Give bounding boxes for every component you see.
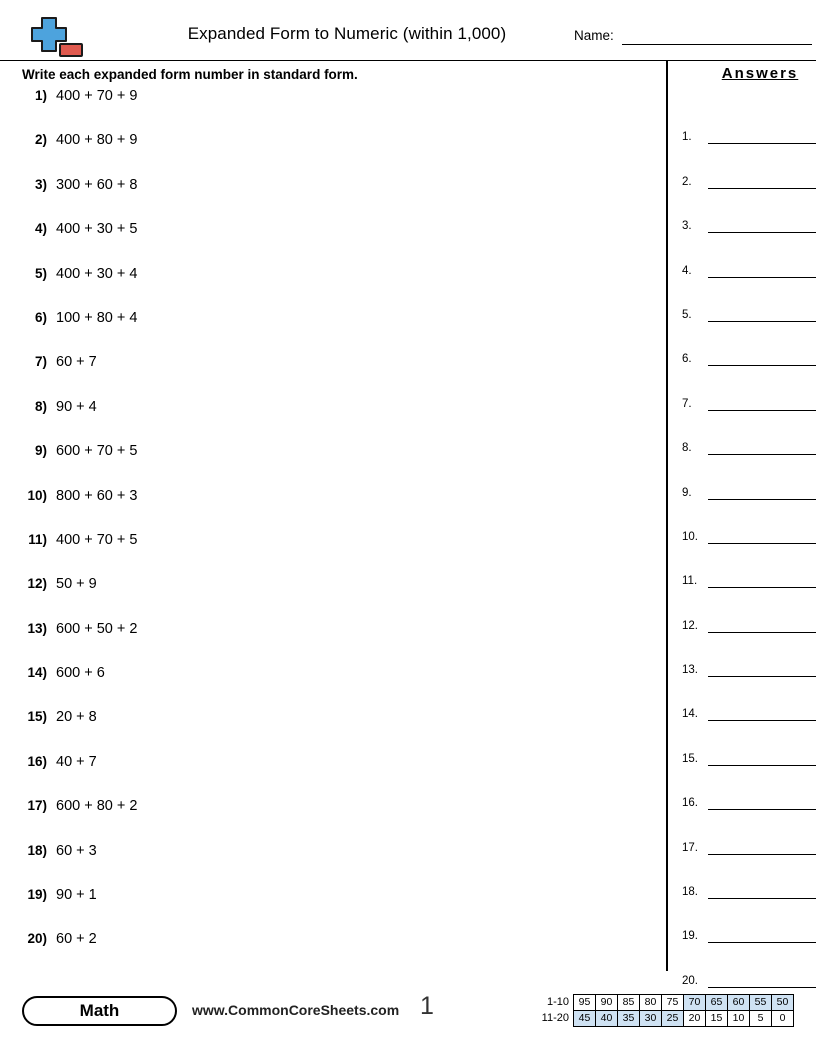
score-cell: 40 — [596, 1011, 618, 1027]
problem-item — [22, 399, 642, 443]
answer-number: 5. — [682, 308, 692, 321]
answer-number: 1. — [682, 131, 692, 144]
answer-number: 4. — [682, 264, 692, 277]
problem-text: 100 + 80 + 4 — [56, 309, 138, 326]
answer-number: 3. — [682, 220, 692, 233]
problem-number: 14) — [27, 665, 47, 681]
problem-item — [22, 354, 642, 398]
answer-number: 18. — [682, 886, 698, 899]
problem-item — [22, 488, 642, 532]
answer-number: 12. — [682, 619, 698, 632]
answer-row — [682, 500, 816, 544]
answer-input-line[interactable] — [708, 219, 816, 233]
answer-number: 20. — [682, 974, 698, 987]
answer-input-line[interactable] — [708, 885, 816, 899]
answer-row — [682, 766, 816, 810]
problem-number: 13) — [27, 620, 47, 636]
math-logo-icon — [22, 16, 86, 58]
answer-number: 6. — [682, 353, 692, 366]
problem-text: 50 + 9 — [56, 576, 97, 593]
score-cell: 45 — [574, 1011, 596, 1027]
problem-text: 20 + 8 — [56, 709, 97, 726]
score-cell: 25 — [662, 1011, 684, 1027]
answer-number: 10. — [682, 530, 698, 543]
problem-number: 18) — [27, 842, 47, 858]
score-cell: 85 — [618, 995, 640, 1011]
answer-number: 8. — [682, 442, 692, 455]
answer-input-line[interactable] — [708, 352, 816, 366]
answer-row — [682, 855, 816, 899]
answer-input-line[interactable] — [708, 308, 816, 322]
problem-list — [22, 84, 642, 976]
answer-row — [682, 810, 816, 854]
problem-item — [22, 709, 642, 753]
answer-input-line[interactable] — [708, 486, 816, 500]
answer-row — [682, 322, 816, 366]
problem-number: 2) — [34, 132, 47, 148]
problem-number: 8) — [34, 398, 47, 414]
score-row-1-label: 1-10 — [546, 996, 569, 1008]
answer-input-line[interactable] — [708, 175, 816, 189]
answer-row — [682, 544, 816, 588]
subject-label: Math — [79, 1001, 120, 1020]
score-cell: 50 — [772, 995, 794, 1011]
problem-number: 7) — [34, 354, 47, 370]
problem-text: 400 + 80 + 9 — [56, 132, 138, 149]
page-number: 1 — [420, 992, 434, 1020]
worksheet-body — [22, 61, 799, 987]
answer-row — [682, 100, 816, 144]
answer-number: 13. — [682, 664, 698, 677]
answer-number: 2. — [682, 175, 692, 188]
score-cell: 80 — [640, 995, 662, 1011]
problem-text: 800 + 60 + 3 — [56, 487, 138, 504]
problem-text: 400 + 30 + 5 — [56, 221, 138, 238]
problem-item — [22, 754, 642, 798]
score-cell: 70 — [684, 995, 706, 1011]
answer-input-line[interactable] — [708, 619, 816, 633]
problem-text: 600 + 6 — [56, 665, 105, 682]
answers-title: Answers — [721, 65, 799, 82]
problem-item — [22, 621, 642, 665]
problem-text: 60 + 3 — [56, 842, 97, 859]
score-cell: 15 — [706, 1011, 728, 1027]
problem-number: 12) — [27, 576, 47, 592]
score-cell: 90 — [596, 995, 618, 1011]
answer-row — [682, 411, 816, 455]
answer-number: 19. — [682, 930, 698, 943]
problem-item — [22, 132, 642, 176]
answer-number: 9. — [682, 486, 692, 499]
worksheet-header — [22, 14, 794, 60]
problem-item — [22, 443, 642, 487]
answer-number: 15. — [682, 752, 698, 765]
answer-row — [682, 677, 816, 721]
page-title: Expanded Form to Numeric (within 1,000) — [187, 24, 507, 43]
subject-badge — [22, 996, 177, 1026]
answer-input-line[interactable] — [708, 663, 816, 677]
score-cell: 20 — [684, 1011, 706, 1027]
answer-input-line[interactable] — [708, 752, 816, 766]
answer-row — [682, 455, 816, 499]
answers-list — [682, 100, 816, 988]
problem-item — [22, 221, 642, 265]
problem-number: 9) — [34, 443, 47, 459]
problem-number: 3) — [34, 176, 47, 192]
problem-number: 19) — [27, 887, 47, 903]
problem-text: 90 + 4 — [56, 398, 97, 415]
problem-number: 16) — [27, 753, 47, 769]
answer-input-line[interactable] — [708, 441, 816, 455]
problem-text: 400 + 70 + 5 — [56, 531, 138, 548]
score-cell: 55 — [750, 995, 772, 1011]
answer-row — [682, 278, 816, 322]
score-cell: 5 — [750, 1011, 772, 1027]
answer-input-line[interactable] — [708, 530, 816, 544]
answer-input-line[interactable] — [708, 574, 816, 588]
problem-item — [22, 576, 642, 620]
answer-row — [682, 366, 816, 410]
answer-input-line[interactable] — [708, 707, 816, 721]
problem-text: 600 + 50 + 2 — [56, 620, 138, 637]
name-input-line[interactable] — [622, 44, 812, 45]
worksheet-footer — [22, 992, 794, 1040]
problem-number: 17) — [27, 798, 47, 814]
score-cell: 60 — [728, 995, 750, 1011]
website-url: www.CommonCoreSheets.com — [192, 1002, 400, 1018]
answer-row — [682, 144, 816, 188]
answer-input-line[interactable] — [708, 130, 816, 144]
problem-text: 600 + 70 + 5 — [56, 443, 138, 460]
instructions: Write each expanded form number in standard form. — [22, 67, 358, 82]
problem-text: 400 + 30 + 4 — [56, 265, 138, 282]
problem-number: 10) — [27, 487, 47, 503]
score-cell: 65 — [706, 995, 728, 1011]
problem-text: 60 + 7 — [56, 354, 97, 371]
answer-row — [682, 633, 816, 677]
column-divider — [666, 61, 668, 971]
answer-input-line[interactable] — [708, 974, 816, 988]
answer-number: 16. — [682, 797, 698, 810]
answer-input-line[interactable] — [708, 929, 816, 943]
problem-item — [22, 88, 642, 132]
answer-row — [682, 189, 816, 233]
answer-number: 17. — [682, 841, 698, 854]
problem-item — [22, 266, 642, 310]
answer-input-line[interactable] — [708, 841, 816, 855]
problem-item — [22, 843, 642, 887]
problem-number: 1) — [34, 88, 47, 103]
score-cell: 10 — [728, 1011, 750, 1027]
problem-item — [22, 887, 642, 931]
answer-row — [682, 588, 816, 632]
name-label: Name: — [574, 28, 614, 43]
problem-text: 40 + 7 — [56, 753, 97, 770]
problem-item — [22, 310, 642, 354]
problem-text: 60 + 2 — [56, 931, 97, 948]
answer-input-line[interactable] — [708, 264, 816, 278]
problem-text: 400 + 70 + 9 — [56, 88, 138, 104]
answer-row — [682, 721, 816, 765]
score-cell: 30 — [640, 1011, 662, 1027]
answer-row — [682, 899, 816, 943]
score-cell: 0 — [772, 1011, 794, 1027]
problem-number: 5) — [34, 265, 47, 281]
score-row-2 — [540, 1011, 794, 1027]
answer-row — [682, 943, 816, 987]
answer-number: 14. — [682, 708, 698, 721]
problem-number: 11) — [28, 531, 47, 547]
problem-text: 300 + 60 + 8 — [56, 176, 138, 193]
problem-item — [22, 665, 642, 709]
score-row-1 — [540, 995, 794, 1011]
problem-item — [22, 931, 642, 975]
problem-text: 90 + 1 — [56, 887, 97, 904]
answer-number: 11. — [682, 575, 698, 588]
problem-number: 6) — [34, 309, 47, 325]
score-row-2-label: 11-20 — [541, 1012, 569, 1024]
problem-number: 15) — [27, 709, 47, 725]
score-cell: 75 — [662, 995, 684, 1011]
answer-input-line[interactable] — [708, 796, 816, 810]
answer-input-line[interactable] — [708, 397, 816, 411]
problem-number: 20) — [27, 931, 47, 947]
problem-number: 4) — [34, 221, 47, 237]
answers-column — [682, 61, 816, 988]
problem-item — [22, 177, 642, 221]
score-cell: 35 — [618, 1011, 640, 1027]
problem-item — [22, 532, 642, 576]
score-table — [540, 994, 795, 1027]
problem-item — [22, 798, 642, 842]
score-cell: 95 — [574, 995, 596, 1011]
problem-text: 600 + 80 + 2 — [56, 798, 138, 815]
answer-number: 7. — [682, 397, 692, 410]
answer-row — [682, 233, 816, 277]
